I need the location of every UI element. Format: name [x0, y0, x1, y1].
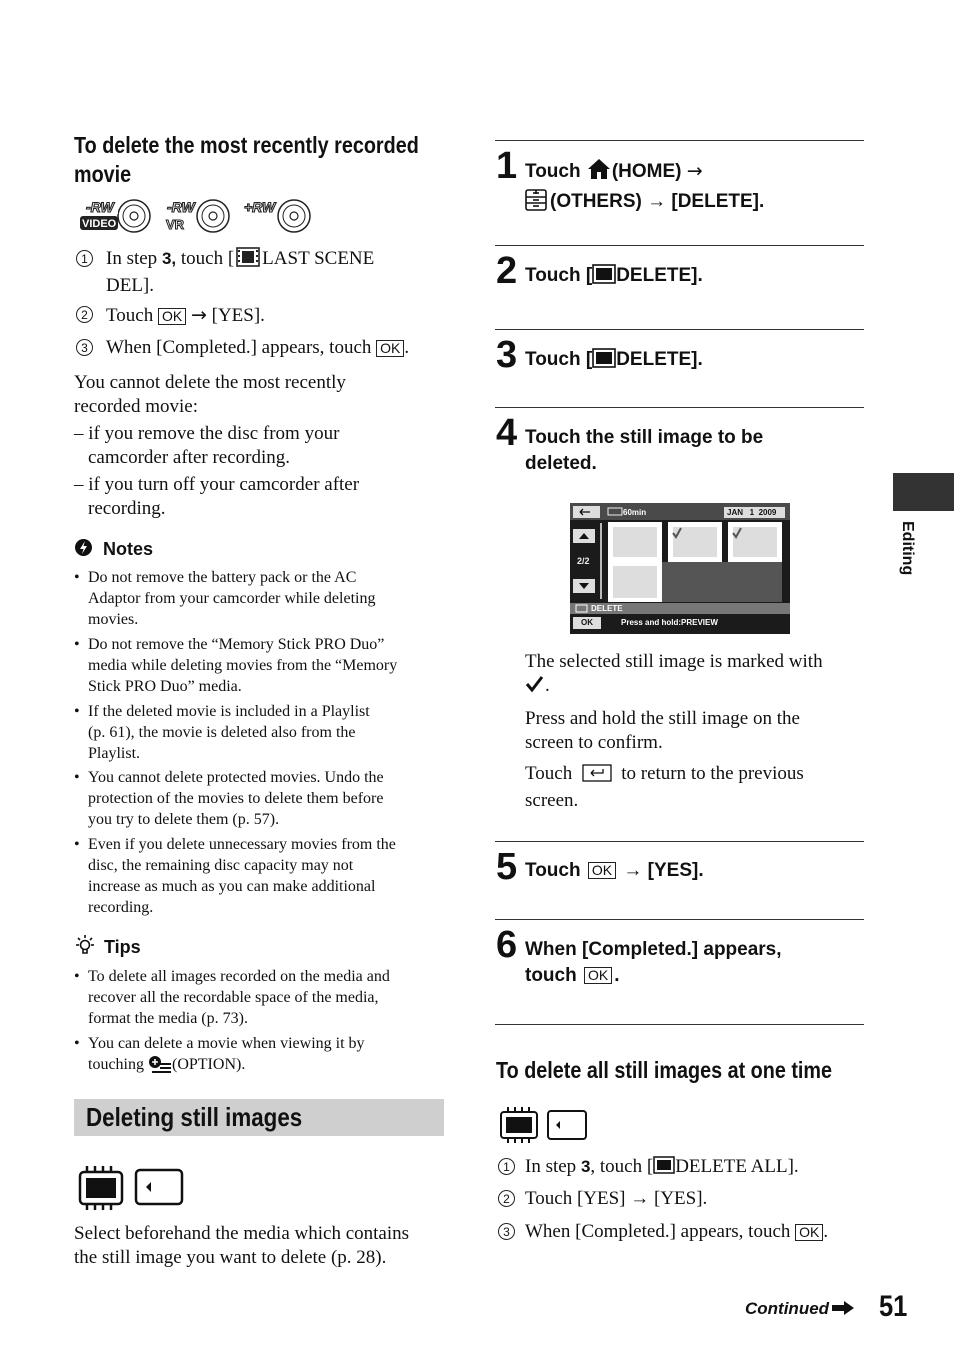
- ok-button-icon: OK: [588, 862, 616, 879]
- ok-button-icon: OK: [584, 967, 612, 984]
- step-divider: [495, 245, 864, 246]
- step-number: 2: [496, 250, 518, 292]
- step-number: 5: [496, 846, 518, 888]
- step-4-text: Touch the still image to be deleted.: [525, 427, 764, 474]
- step-divider: [495, 140, 864, 141]
- svg-text:-RW: -RW: [167, 199, 195, 215]
- page-number: 51: [879, 1290, 908, 1323]
- step-number: 4: [496, 412, 518, 454]
- step-1-text: Touch (HOME) → (OTHERS) → [DELETE].: [525, 157, 865, 219]
- ok-button-icon: OK: [376, 340, 404, 357]
- lightbulb-icon: [74, 934, 96, 961]
- step-5-text: Touch OK → [YES].: [525, 860, 704, 881]
- notes-heading: Notes: [74, 538, 153, 562]
- continued-label: Continued: [745, 1299, 855, 1321]
- home-icon: [586, 157, 612, 189]
- photo-icon: [653, 1156, 675, 1181]
- internal-memory-icon: [499, 1107, 539, 1148]
- lcd-date: JAN 1 2009: [727, 508, 777, 517]
- chapter-tab: [893, 473, 954, 511]
- others-icon: [525, 189, 547, 219]
- step-number: 3: [496, 334, 518, 376]
- chapter-label: Editing: [899, 521, 916, 576]
- dash-item: – if you turn off your camcorder after recording.: [74, 474, 360, 519]
- heading-delete-all-still: To delete all still images at one time: [496, 1057, 832, 1083]
- dash-item: – if you remove the disc from your camcorder after recording.: [74, 423, 340, 468]
- lcd-ok-button: OK: [581, 618, 593, 627]
- arrow-right-icon: [831, 1300, 855, 1321]
- film-icon: [236, 247, 260, 274]
- step-4-description: The selected still image is marked with . Press and hold the still image on the screen to confirm. Touch to return to the previous screen.: [525, 651, 823, 811]
- ok-button-icon: OK: [158, 308, 186, 325]
- photo-icon: [592, 264, 616, 292]
- step-divider: [495, 407, 864, 408]
- checkmark-icon: [525, 675, 545, 700]
- step-number: 6: [496, 924, 518, 966]
- lcd-screen: [570, 503, 790, 634]
- step-divider: [495, 919, 864, 920]
- step-3-text: Touch [ DELETE].: [525, 347, 703, 376]
- svg-text:VR: VR: [166, 217, 185, 232]
- all-step-3: 3 When [Completed.] appears, touch OK .: [498, 1220, 868, 1244]
- svg-text:VIDEO: VIDEO: [82, 218, 117, 230]
- lcd-hint: Press and hold:PREVIEW: [621, 618, 718, 627]
- sub-step-2: 2 Touch OK → [YES].: [76, 303, 446, 327]
- step-divider: [495, 1024, 864, 1025]
- disc-badge-rw-vr: [163, 197, 233, 240]
- ok-button-icon: OK: [795, 1224, 823, 1241]
- section-title: Deleting still images: [86, 1102, 303, 1132]
- internal-memory-icon: [77, 1166, 125, 1215]
- cannot-delete-text: You cannot delete the most recently recorded movie:: [74, 372, 346, 417]
- lcd-battery: 60min: [623, 508, 647, 517]
- step-6-text: When [Completed.] appears, touch OK .: [525, 939, 782, 986]
- svg-text:-RW: -RW: [86, 199, 114, 215]
- memory-stick-icon: [134, 1168, 184, 1211]
- lcd-page-indicator: 2/2: [577, 556, 590, 566]
- notes-icon: [74, 538, 93, 562]
- return-icon: [582, 764, 612, 789]
- disc-badge-plus-rw: [242, 197, 314, 240]
- step-divider: [495, 329, 864, 330]
- option-icon: [148, 1055, 172, 1079]
- step-number: 1: [496, 145, 518, 187]
- photo-icon: [592, 348, 616, 376]
- section-title-bar: [74, 1099, 444, 1136]
- lcd-mode: DELETE: [591, 604, 623, 613]
- sub-step-3: 3 When [Completed.] appears, touch OK .: [76, 336, 456, 360]
- tips-heading: Tips: [74, 934, 141, 961]
- memory-stick-icon: [546, 1109, 588, 1146]
- all-step-1: 1 In step 3, touch [ DELETE ALL].: [498, 1155, 868, 1179]
- all-step-2: 2 Touch [YES] → [YES].: [498, 1187, 868, 1211]
- disc-badge-rw-video: [78, 197, 154, 240]
- select-media-text: Select beforehand the media which contains the still image you want to delete (p. 28).: [74, 1223, 410, 1268]
- sub-step-1: 1 In step 3, touch [ LAST SCENE DEL].: [76, 247, 446, 295]
- heading-delete-recent: To delete the most recently recorded movie: [74, 132, 419, 187]
- svg-text:+RW: +RW: [244, 199, 276, 215]
- step-divider: [495, 841, 864, 842]
- step-2-text: Touch [ DELETE].: [525, 263, 703, 292]
